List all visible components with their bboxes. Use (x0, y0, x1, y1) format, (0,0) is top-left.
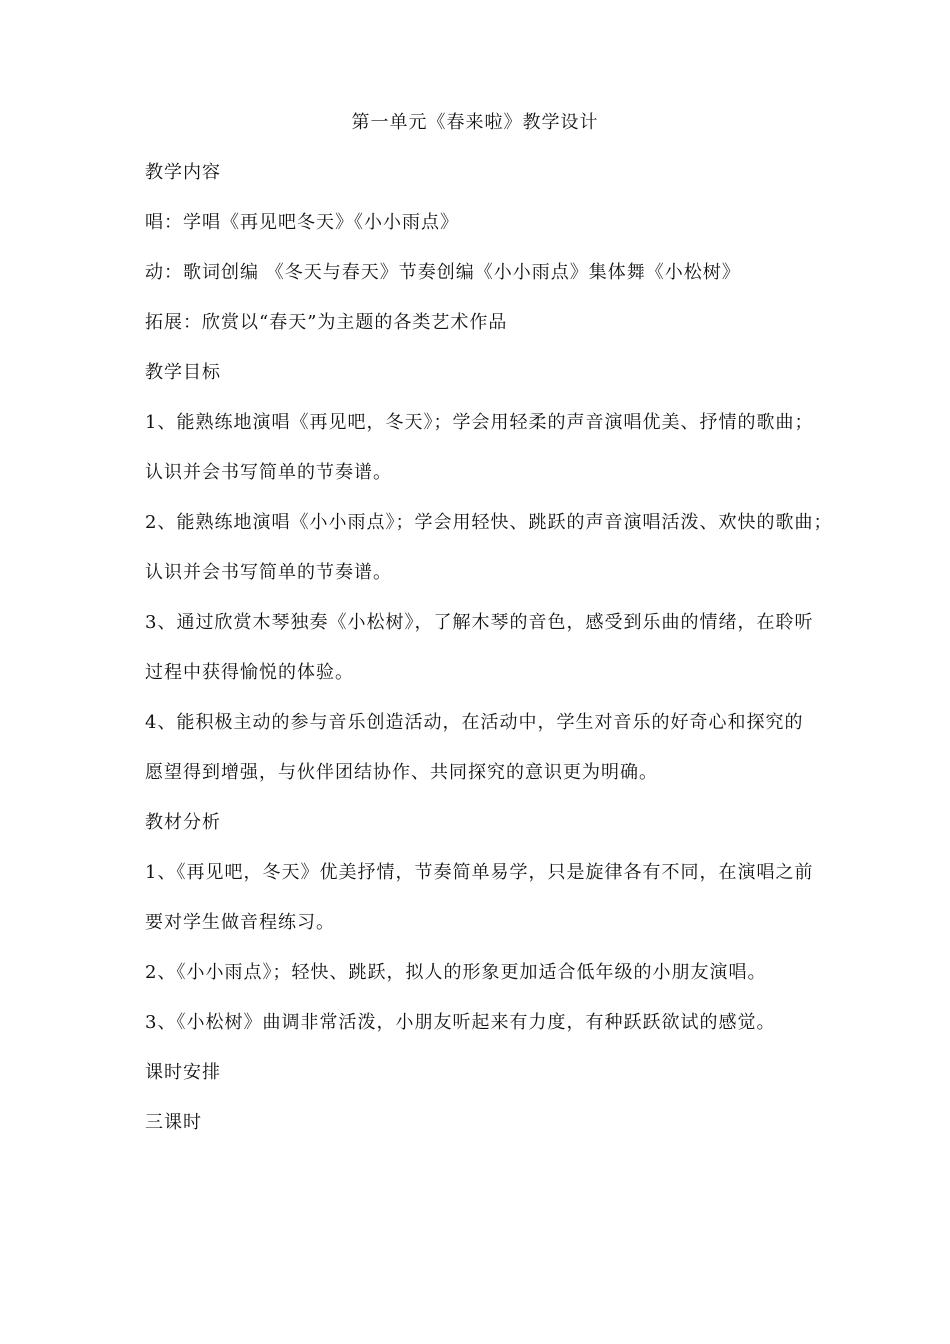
text-line: 认识并会书写简单的节奏谱。 (145, 462, 392, 483)
section-heading-teaching-goals: 教学目标 (145, 362, 221, 383)
text-line: 3、《小松树》曲调非常活泼，小朋友听起来有力度，有种跃跃欲试的感觉。 (145, 1012, 776, 1033)
text-line: 唱：学唱《再见吧冬天》《小小雨点》 (145, 212, 459, 233)
text-line: 拓展：欣赏以“春天”为主题的各类艺术作品 (145, 312, 508, 333)
text-line: 认识并会书写简单的节奏谱。 (145, 562, 392, 583)
text-line: 愿望得到增强，与伙伴团结协作、共同探究的意识更为明确。 (145, 762, 658, 783)
section-heading-teaching-content: 教学内容 (145, 162, 221, 183)
text-line: 三课时 (145, 1112, 202, 1133)
text-line: 4、能积极主动的参与音乐创造活动，在活动中，学生对音乐的好奇心和探究的 (145, 712, 804, 733)
text-line: 1、能熟练地演唱《再见吧，冬天》；学会用轻柔的声音演唱优美、抒情的歌曲； (145, 412, 814, 433)
text-line: 动：歌词创编 《冬天与春天》节奏创编《小小雨点》集体舞《小松树》 (145, 262, 741, 283)
text-line: 2、《小小雨点》；轻快、跳跃，拟人的形象更加适合低年级的小朋友演唱。 (145, 962, 767, 983)
text-line: 2、能熟练地演唱《小小雨点》；学会用轻快、跳跃的声音演唱活泼、欢快的歌曲； (145, 512, 833, 533)
text-line: 要对学生做音程练习。 (145, 912, 335, 933)
text-line: 3、通过欣赏木琴独奏《小松树》，了解木琴的音色，感受到乐曲的情绪，在聆听 (145, 612, 814, 633)
section-heading-schedule: 课时安排 (145, 1062, 221, 1083)
document-title: 第一单元《春来啦》教学设计 (351, 112, 599, 133)
text-line: 过程中获得愉悦的体验。 (145, 662, 354, 683)
text-line: 1、《再见吧，冬天》优美抒情，节奏简单易学，只是旋律各有不同，在演唱之前 (145, 862, 814, 883)
section-heading-material-analysis: 教材分析 (145, 812, 221, 833)
